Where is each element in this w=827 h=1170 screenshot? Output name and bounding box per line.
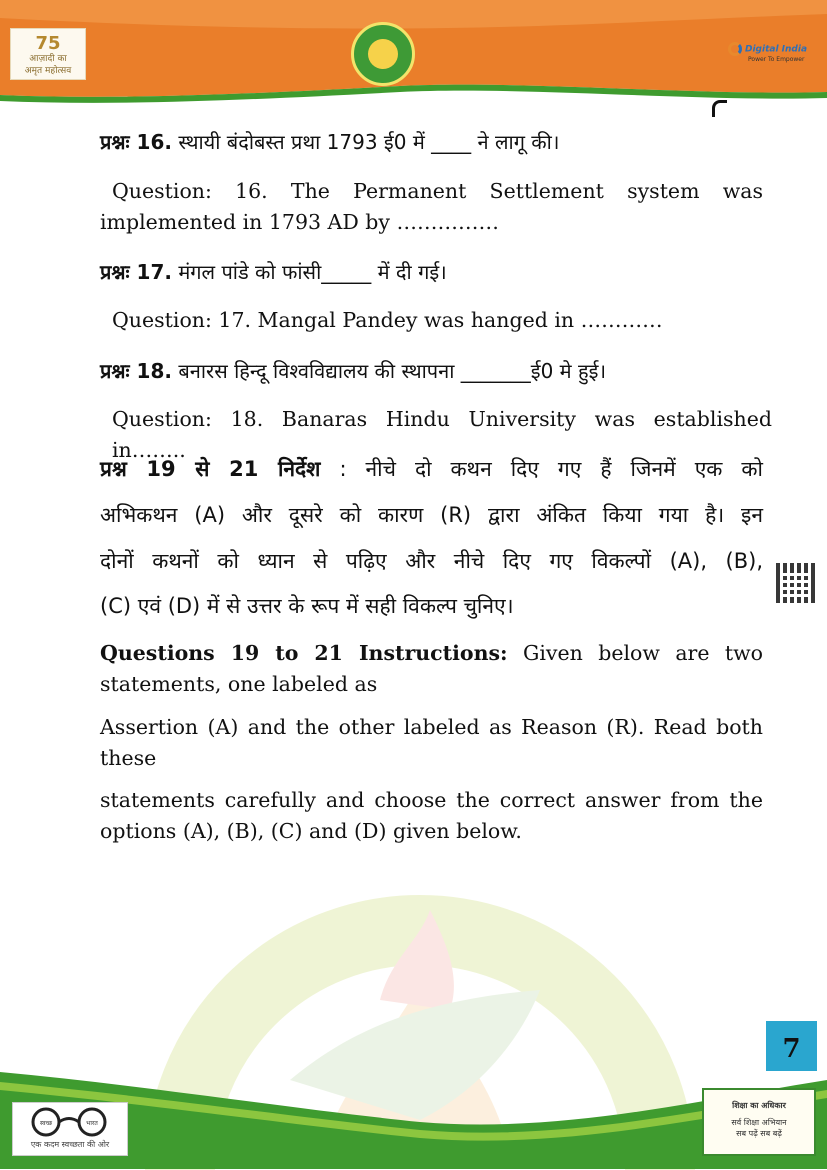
question-16-hindi-label: प्रश्नः 16. bbox=[100, 130, 172, 154]
digital-india-name: Digital India bbox=[745, 44, 808, 55]
logo-line1: आज़ादी का bbox=[29, 54, 67, 64]
question-16-hindi-text: स्थायी बंदोबस्त प्रथा 1793 ई0 में ____ ने लागू की। bbox=[178, 130, 560, 154]
question-18-hindi-text: बनारस हिन्दू विश्वविद्यालय की स्थापना _______ई0 मे हुई। bbox=[178, 359, 607, 383]
corner-mark bbox=[712, 100, 727, 117]
instructions-english-line2: statements, one labeled as bbox=[100, 672, 378, 696]
question-17-hindi-label: प्रश्नः 17. bbox=[100, 260, 172, 284]
instructions-english-line4: these bbox=[100, 746, 157, 770]
rte-line2: सर्व शिक्षा अभियान bbox=[731, 1118, 787, 1127]
rte-line1: शिक्षा का अधिकार bbox=[732, 1101, 786, 1110]
question-17-english: Question: 17. Mangal Pandey was hanged in ………… bbox=[112, 308, 663, 332]
instructions-hindi-label: प्रश्न 19 से 21 निर्देश bbox=[100, 457, 321, 481]
swachh-word: स्वच्छ bbox=[39, 1120, 53, 1127]
logo-line2: अमृत महोत्सव bbox=[24, 66, 72, 76]
instructions-hindi-line4: (C) एवं (D) में से उत्तर के रूप में सही विकल्प चुनिए। bbox=[100, 594, 514, 618]
azadi-ka-amrit-mahotsav-logo bbox=[10, 28, 86, 80]
question-16-hindi bbox=[100, 126, 763, 158]
glasses-icon bbox=[22, 1107, 118, 1137]
instructions-english-label: Questions 19 to 21 Instructions: bbox=[100, 641, 508, 665]
instructions-english-line1 bbox=[100, 638, 763, 669]
question-18-english: Question: 18. Banaras Hindu University was established in…….. bbox=[112, 407, 772, 462]
question-18-hindi bbox=[100, 355, 763, 387]
instructions-english-line6: options (A), (B), (C) and (D) given below. bbox=[100, 819, 522, 843]
instructions-hindi-line1 bbox=[100, 453, 763, 485]
question-17-hindi bbox=[100, 256, 763, 288]
question-16-english-line2: implemented in 1793 AD by …………… bbox=[100, 210, 500, 234]
logo-number: 75 bbox=[35, 33, 61, 54]
digital-india-tagline: Power To Empower bbox=[748, 56, 805, 63]
rte-line3: सब पढ़ें सब बढ़ें bbox=[736, 1129, 782, 1138]
question-18-hindi-label: प्रश्नः 18. bbox=[100, 359, 172, 383]
bharat-word: भारत bbox=[86, 1120, 98, 1127]
digital-india-icon bbox=[728, 42, 742, 56]
page-number: 7 bbox=[766, 1021, 817, 1071]
instructions-english-line5: statements carefully and choose the correct answer from the bbox=[100, 788, 763, 812]
instructions-hindi-line3: दोनों कथनों को ध्यान से पढ़िए और नीचे दिए गए विकल्पों (A), (B), bbox=[100, 549, 763, 573]
sarva-shiksha-abhiyan-logo bbox=[702, 1088, 816, 1156]
instructions-hindi-line2: अभिकथन (A) और दूसरे को कारण (R) द्वारा अंकित किया गया है। इन bbox=[100, 503, 763, 527]
qr-code-icon bbox=[776, 563, 816, 603]
question-16-english-line1: Question: 16. The Permanent Settlement system was bbox=[112, 179, 763, 203]
question-17-hindi-text: मंगल पांडे को फांसी_____ में दी गई। bbox=[178, 260, 447, 284]
instructions-english-line3: Assertion (A) and the other labeled as Reason (R). Read both bbox=[100, 715, 763, 739]
swachh-bharat-tagline: एक कदम स्वच्छता की ओर bbox=[30, 1140, 110, 1149]
digital-india-logo bbox=[728, 42, 807, 63]
board-seal-icon bbox=[351, 22, 415, 86]
instructions-english-line1-text: Given below are two bbox=[507, 641, 763, 665]
instructions-hindi-line1-text: : नीचे दो कथन दिए गए हैं जिनमें एक को bbox=[320, 457, 763, 481]
